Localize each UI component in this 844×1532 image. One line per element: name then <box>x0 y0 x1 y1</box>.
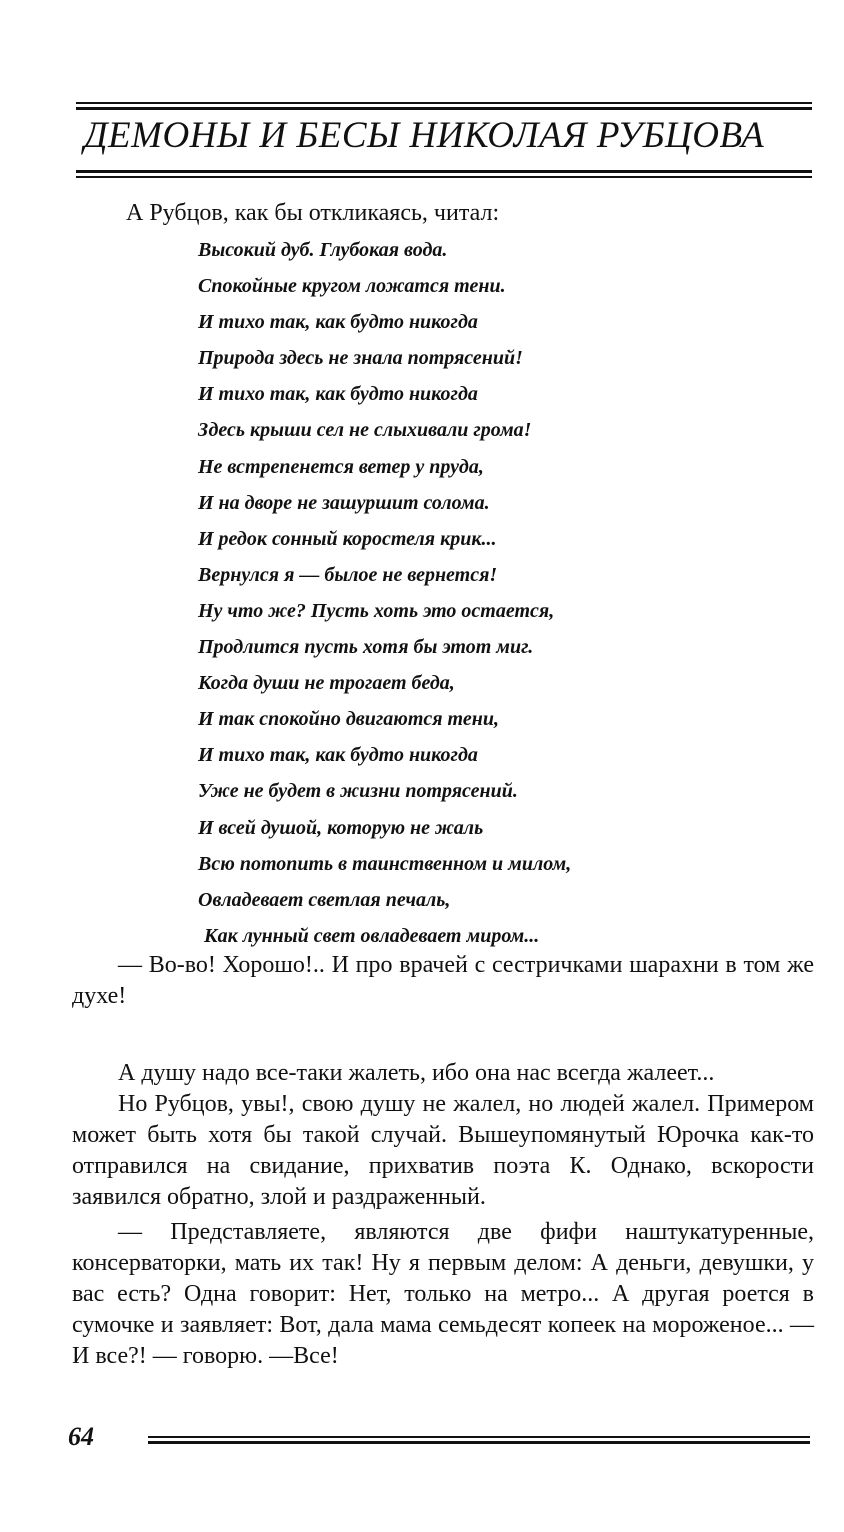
poem <box>198 232 571 954</box>
poem-line: И тихо так, как будто никогда <box>198 311 478 334</box>
poem-line: Вернулся я — былое не вернется! <box>198 563 498 586</box>
running-title: ДЕМОНЫ И БЕСЫ НИКОЛАЯ РУБЦОВА <box>84 115 765 156</box>
footer-rule-thin <box>148 1436 810 1438</box>
poem-line: Спокойные кругом ложатся тени. <box>198 275 506 298</box>
paragraph: Но Рубцов, увы!, свою душу не жалел, но людей жалел. Примером может быть хотя бы такой случай. Вышеупомянутый Юрочка как-то отправился на свидание, прихватив поэта К. Однако, вскорости заявился обратно, злой и раздраженный. <box>72 1091 814 1210</box>
page-number: 64 <box>68 1422 94 1451</box>
poem-line: Когда души не трогает беда, <box>198 672 455 695</box>
header-top-rule-thick <box>76 107 812 110</box>
poem-line: Не встрепенется ветер у пруда, <box>198 455 484 478</box>
paragraph: А душу надо все-таки жалеть, ибо она нас всегда жалеет... <box>118 1060 715 1086</box>
poem-line: Продлится пусть хотя бы этот миг. <box>198 636 534 659</box>
poem-line: И всей душой, которую не жаль <box>198 816 484 839</box>
poem-line: И редок сонный коростеля крик... <box>198 527 497 550</box>
poem-line: И на дворе не зашуршит солома. <box>198 491 490 514</box>
header-bottom-rule-thin <box>76 176 812 178</box>
header-top-rule-thin <box>76 102 812 104</box>
poem-line: Ну что же? Пусть хоть это остается, <box>198 599 555 622</box>
paragraph: — Во-во! Хорошо!.. И про врачей с сестричками шарахни в том же духе! <box>72 952 814 1009</box>
poem-line: Всю потопить в таинственном и милом, <box>198 852 572 875</box>
poem-line: Высокий дуб. Глубокая вода. <box>198 239 448 261</box>
body-text <box>72 1058 814 1372</box>
poem-line: Здесь крыши сел не слыхивали грома! <box>198 419 532 442</box>
poem-line: И так спокойно двигаются тени, <box>198 708 499 731</box>
paragraph: — Представляете, являются две фифи наштукатуренные, консерваторки, мать их так! Ну я первым делом: А деньги, девушки, у вас есть? Одна говорит: Нет, только на метро... А другая роется в сумочке и заявляет: Вот, дала мама семьдесят копеек на мороженое... — И все?! — говорю. —Все! <box>72 1219 814 1369</box>
poem-line: Как лунный свет овладевает миром... <box>204 924 540 947</box>
dialogue-block <box>72 950 814 1012</box>
footer-rule-thick <box>148 1441 810 1444</box>
header-bottom-rule-thick <box>76 170 812 173</box>
poem-line: И тихо так, как будто никогда <box>198 383 478 406</box>
poem-intro: А Рубцов, как бы откликаясь, читал: <box>126 200 500 226</box>
poem-line: Природа здесь не знала потрясений! <box>198 347 523 370</box>
poem-line: И тихо так, как будто никогда <box>198 744 478 767</box>
poem-line: Овладевает светлая печаль, <box>198 888 451 911</box>
poem-line: Уже не будет в жизни потрясений. <box>198 780 518 803</box>
